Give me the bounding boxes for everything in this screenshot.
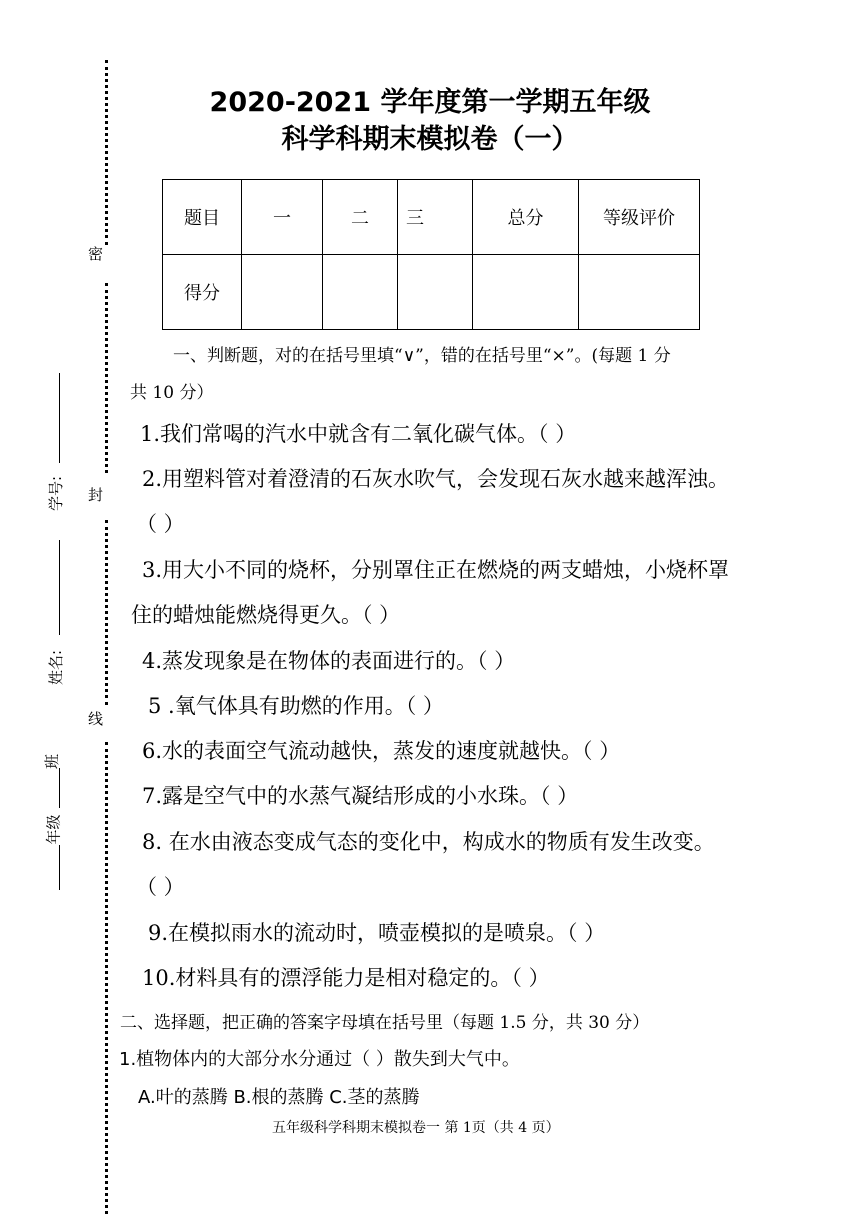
score-table-row-label: 得分 (163, 255, 242, 330)
score-cell-1[interactable] (242, 255, 323, 330)
score-table-header-cell: 一 (242, 180, 323, 255)
question-item: 住的蜡烛能燃烧得更久。（ ） (131, 603, 401, 627)
score-table-header-cell: 三 (398, 180, 473, 255)
question-options: A.叶的蒸腾 B.根的蒸腾 C.茎的蒸腾 (138, 1087, 420, 1108)
question-item: 2.用塑料管对着澄清的石灰水吹气，会发现石灰水越来越浑浊。 (142, 467, 730, 491)
class-label: 班 (43, 753, 62, 770)
question-item: 3.用大小不同的烧杯，分别罩住正在燃烧的两支蜡烛，小烧杯罩 (142, 558, 730, 582)
score-table-header-cell: 等级评价 (579, 180, 700, 255)
section2-instruction: 二、选择题，把正确的答案字母填在括号里（每题 1.5 分，共 30 分） (120, 1013, 650, 1033)
question-item: 1.我们常喝的汽水中就含有二氧化碳气体。（ ） (140, 422, 577, 446)
binding-dotted-line-4 (105, 742, 108, 1214)
question-item: 9.在模拟雨水的流动时，喷壶模拟的是喷泉。（ ） (148, 921, 606, 945)
score-table-header-cell: 二 (323, 180, 398, 255)
score-cell-3[interactable] (398, 255, 473, 330)
seal-char-xian: 线 (88, 710, 104, 728)
score-cell-total[interactable] (473, 255, 579, 330)
seal-char-feng: 封 (88, 486, 104, 504)
page-footer: 五年级科学科期末模拟卷一 第 1页（共 4 页） (272, 1120, 560, 1136)
class-line (59, 768, 60, 808)
score-cell-grade[interactable] (579, 255, 700, 330)
section1-instruction-line1: 一、判断题，对的在括号里填“∨”，错的在括号里“×”。(每题 1 分 (173, 346, 671, 366)
student-id-label: 学号: (47, 475, 66, 512)
question-item: （ ） (136, 875, 185, 899)
binding-dotted-line-3 (105, 520, 108, 705)
grade-label: 年级 (44, 814, 63, 845)
question-item: 1.植物体内的大部分水分通过（ ）散失到大气中。 (119, 1049, 520, 1070)
section1-instruction-line2: 共 10 分） (130, 383, 214, 403)
binding-dotted-line-2 (105, 283, 108, 473)
score-table-header-row (163, 180, 700, 255)
page-title-line2: 科学科期末模拟卷（一） (281, 124, 579, 155)
name-label: 姓名: (47, 649, 66, 686)
question-item: 5 .氧气体具有助燃的作用。（ ） (148, 694, 444, 718)
score-table-header-cell: 总分 (473, 180, 579, 255)
score-table-score-row (163, 255, 700, 330)
score-table (162, 179, 700, 330)
question-item: 4.蒸发现象是在物体的表面进行的。（ ） (142, 649, 516, 673)
student-id-line (59, 373, 60, 463)
page-title-line1: 2020-2021 学年度第一学期五年级 (209, 87, 651, 118)
question-item: （ ） (136, 512, 185, 536)
name-line (59, 540, 60, 635)
score-cell-2[interactable] (323, 255, 398, 330)
seal-char-mi: 密 (88, 245, 104, 263)
question-item: 10.材料具有的漂浮能力是相对稳定的。（ ） (142, 966, 550, 990)
question-item: 6.水的表面空气流动越快，蒸发的速度就越快。（ ） (142, 739, 621, 763)
grade-line (59, 845, 60, 890)
score-table-header-cell: 题目 (163, 180, 242, 255)
question-item: 8. 在水由液态变成气态的变化中，构成水的物质有发生改变。 (142, 830, 715, 854)
question-item: 7.露是空气中的水蒸气凝结形成的小水珠。（ ） (142, 784, 579, 808)
